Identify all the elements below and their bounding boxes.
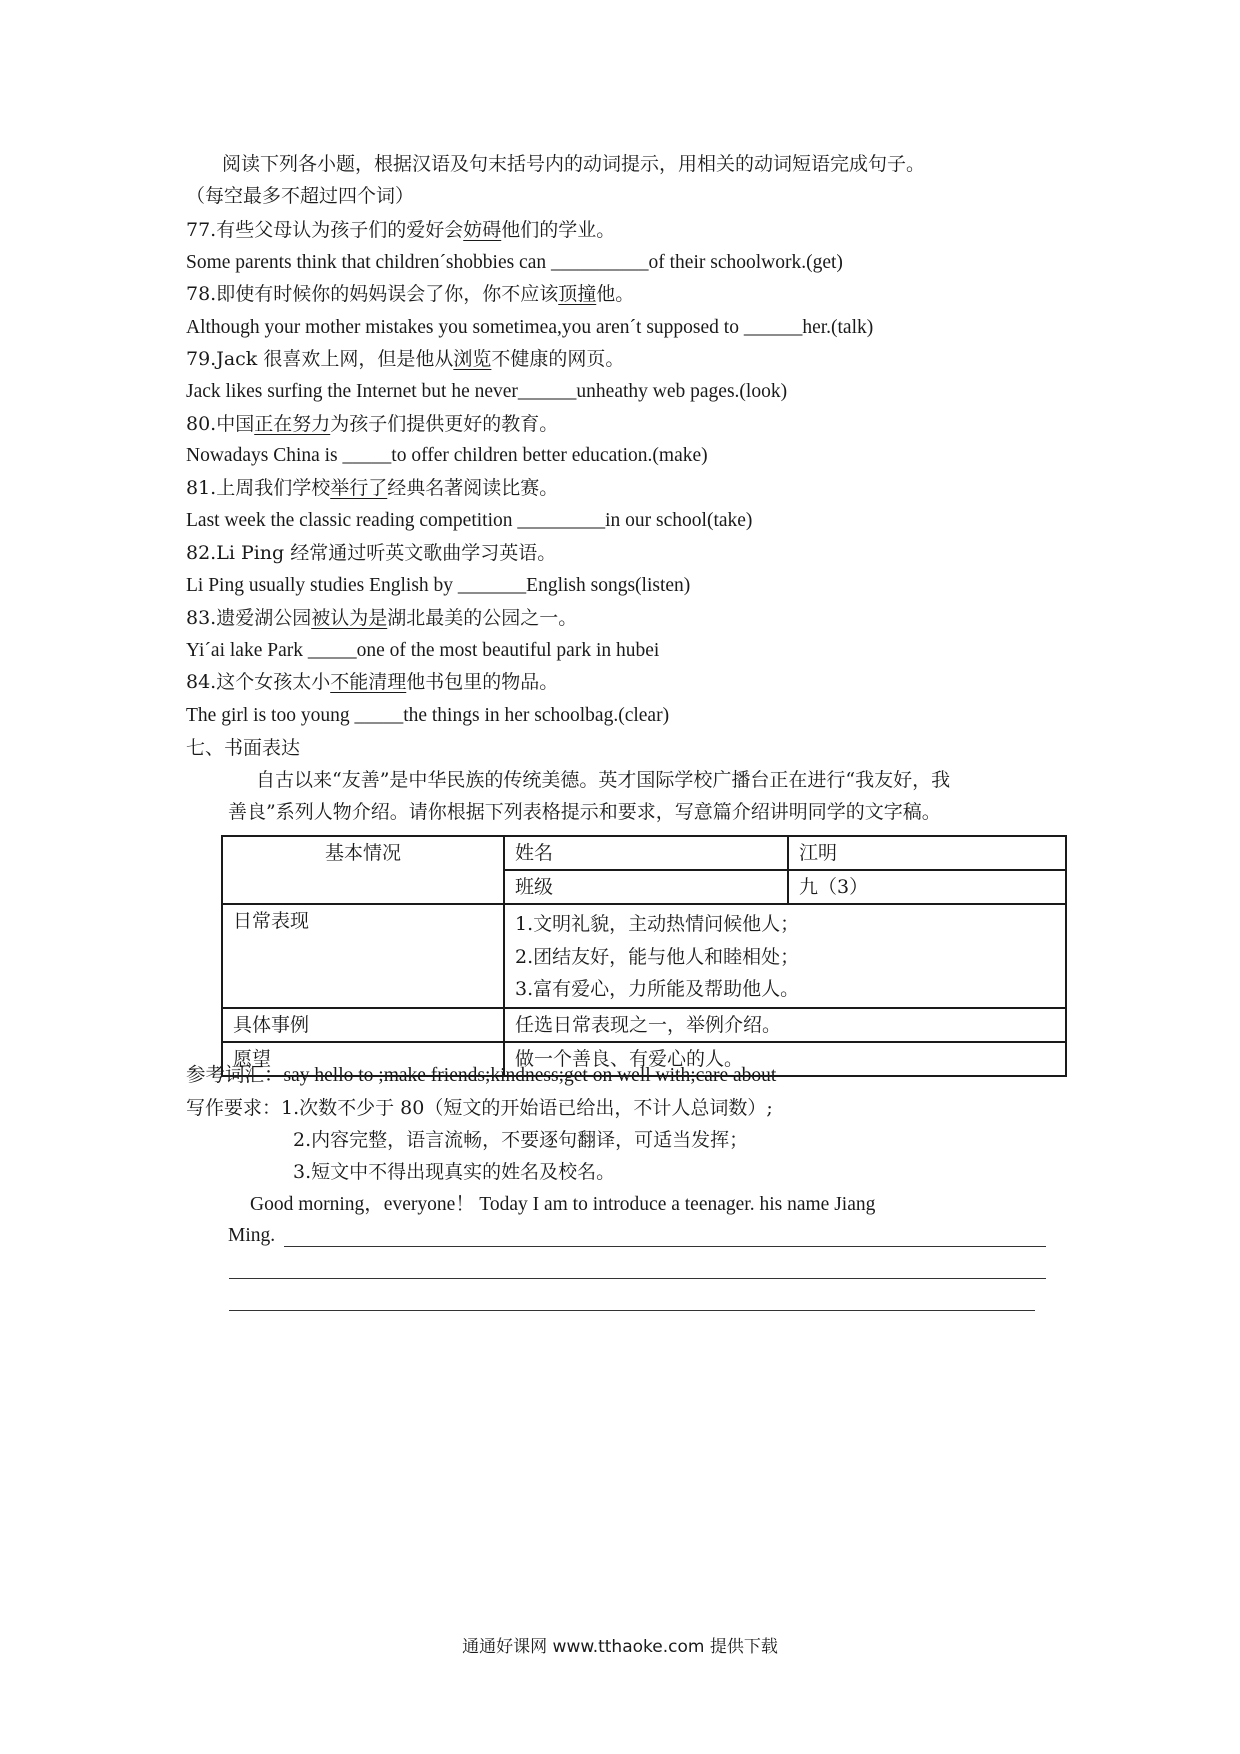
underlined-phrase: 正在努力 bbox=[254, 413, 331, 435]
underlined-phrase: 妨碍 bbox=[463, 219, 502, 241]
underlined-phrase: 被认为是 bbox=[311, 607, 388, 629]
writing-intro-line-1: 自古以来“友善”是中华民族的传统美德。英才国际学校广播台正在进行“我友好，我 bbox=[256, 769, 951, 791]
opening-line-2: Ming. bbox=[228, 1225, 276, 1246]
underlined-phrase: 顶撞 bbox=[558, 283, 597, 305]
question-83-chinese: 83.遗爱湖公园被认为是湖北最美的公园之一。 bbox=[186, 607, 578, 629]
question-77-chinese: 77.有些父母认为孩子们的爱好会妨碍他们的学业。 bbox=[186, 219, 616, 241]
table-cell-name-label: 姓名 bbox=[504, 836, 788, 870]
question-79-chinese: 79.Jack 很喜欢上网，但是他从浏览不健康的网页。 bbox=[186, 348, 625, 370]
question-83-english: Yi´ai lake Park _____one of the most beautiful park in hubei bbox=[186, 640, 660, 661]
question-80-chinese: 80.中国正在努力为孩子们提供更好的教育。 bbox=[186, 413, 559, 435]
underlined-phrase: 举行了 bbox=[330, 477, 388, 499]
writing-intro-line-2: 善良”系列人物介绍。请你根据下列表格提示和要求，写意篇介绍讲明同学的文字稿。 bbox=[228, 801, 941, 823]
table-cell-daily-items bbox=[504, 904, 1066, 1008]
answer-line bbox=[284, 1246, 1046, 1247]
table-cell-example-value: 任选日常表现之一，举例介绍。 bbox=[504, 1008, 1066, 1042]
question-84-english: The girl is too young _____the things in her schoolbag.(clear) bbox=[186, 705, 670, 726]
table-cell-class-value: 九（3） bbox=[788, 870, 1066, 904]
answer-line bbox=[229, 1310, 1035, 1311]
table-cell-basic: 基本情况 bbox=[222, 836, 504, 904]
daily-item: 3.富有爱心，力所能及帮助他人。 bbox=[515, 978, 800, 1000]
question-82-chinese: 82.Li Ping 经常通过听英文歌曲学习英语。 bbox=[186, 542, 557, 564]
question-80-english: Nowadays China is _____to offer children better education.(make) bbox=[186, 445, 708, 466]
underlined-phrase: 不能清理 bbox=[330, 671, 407, 693]
section-title: 七、书面表达 bbox=[186, 737, 301, 759]
info-table bbox=[221, 835, 1067, 1077]
underlined-phrase: 浏览 bbox=[453, 348, 492, 370]
daily-item: 2.团结友好，能与他人和睦相处； bbox=[515, 946, 800, 968]
writing-requirement-2: 2.内容完整，语言流畅，不要逐句翻译，可适当发挥； bbox=[293, 1129, 749, 1151]
table-cell-wish-value: 做一个善良、有爱心的人。 bbox=[504, 1042, 1066, 1076]
daily-item: 1.文明礼貌，主动热情问候他人； bbox=[515, 913, 800, 935]
instruction-line-1: 阅读下列各小题，根据汉语及句末括号内的动词提示，用相关的动词短语完成句子。 bbox=[222, 153, 926, 175]
question-78-english: Although your mother mistakes you sometimea,you aren´t supposed to ______her.(talk) bbox=[186, 317, 874, 338]
question-84-chinese: 84.这个女孩太小不能清理他书包里的物品。 bbox=[186, 671, 559, 693]
answer-line bbox=[229, 1278, 1046, 1279]
question-81-english: Last week the classic reading competition _________in our school(take) bbox=[186, 510, 753, 531]
question-82-english: Li Ping usually studies English by _______English songs(listen) bbox=[186, 575, 691, 596]
question-81-chinese: 81.上周我们学校举行了经典名著阅读比赛。 bbox=[186, 477, 559, 499]
writing-requirement-1: 写作要求：1.次数不少于 80（短文的开始语已给出，不计人总词数）; bbox=[186, 1097, 773, 1119]
table-cell-example-label: 具体事例 bbox=[222, 1008, 504, 1042]
table-cell-name-value: 江明 bbox=[788, 836, 1066, 870]
reference-vocabulary: 参考词汇：say hello to ;make friends;kindness;get on well with;care about bbox=[186, 1065, 777, 1086]
instruction-line-2: （每空最多不超过四个词） bbox=[186, 185, 415, 207]
footer-watermark: 通通好课网 www.tthaoke.com 提供下载 bbox=[462, 1637, 778, 1657]
question-77-english: Some parents think that children´shobbies can __________of their schoolwork.(get) bbox=[186, 252, 843, 273]
question-79-english: Jack likes surfing the Internet but he never______unheathy web pages.(look) bbox=[186, 381, 788, 402]
question-78-chinese: 78.即使有时候你的妈妈误会了你，你不应该顶撞他。 bbox=[186, 283, 635, 305]
table-cell-daily-label: 日常表现 bbox=[222, 904, 504, 1008]
opening-line-1: Good morning，everyone！ Today I am to introduce a teenager. his name Jiang bbox=[250, 1194, 876, 1215]
writing-requirement-3: 3.短文中不得出现真实的姓名及校名。 bbox=[293, 1161, 616, 1183]
table-cell-wish-label: 愿望 bbox=[222, 1042, 504, 1076]
table-cell-class-label: 班级 bbox=[504, 870, 788, 904]
